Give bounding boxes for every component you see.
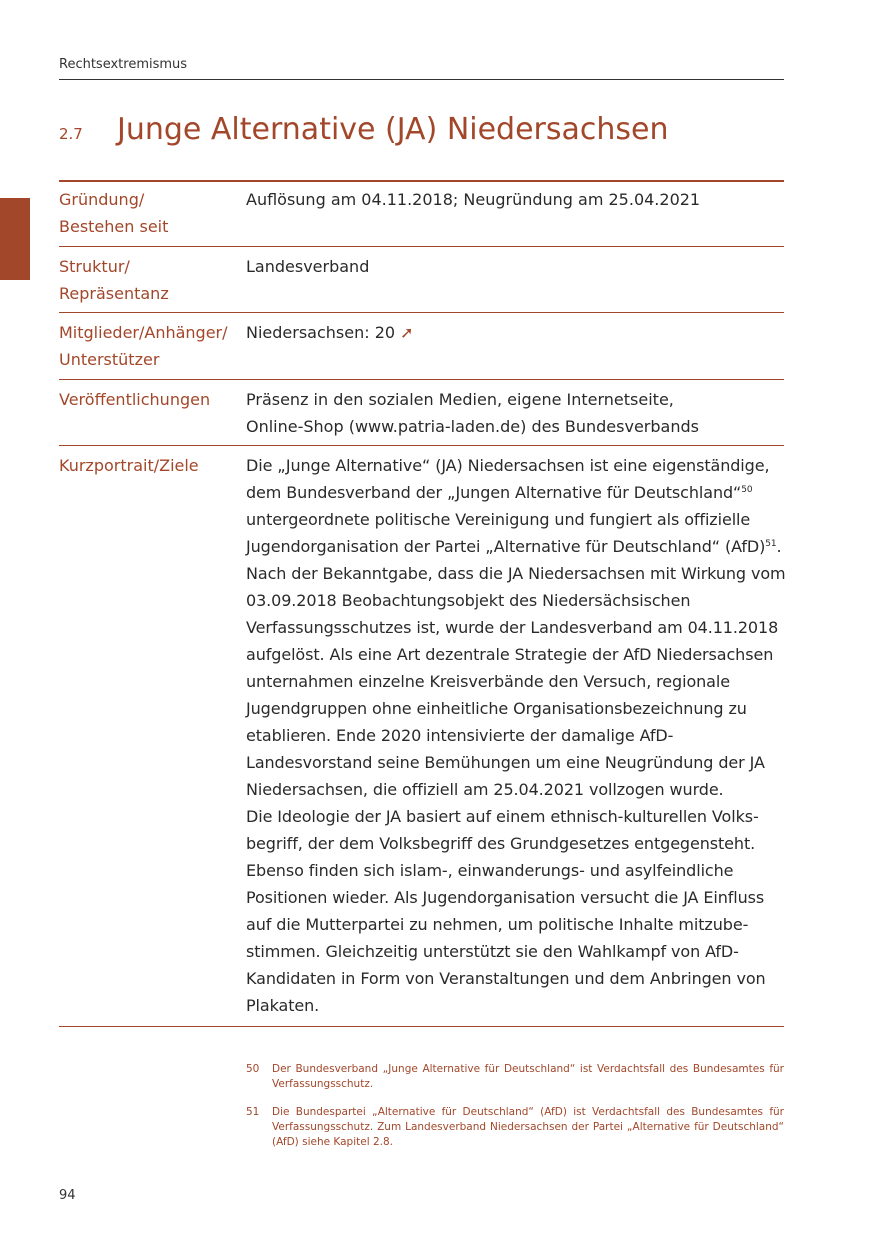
footnote-ref: 51 — [765, 539, 777, 549]
footnote-number: 50 — [246, 1063, 260, 1075]
row-value — [246, 452, 786, 1019]
footnote — [246, 1105, 784, 1150]
label-line: Bestehen seit — [59, 217, 169, 236]
table-row-gruendung — [59, 186, 784, 247]
table-row-mitglieder — [59, 319, 784, 380]
footnote-text: Der Bundesverband „Junge Alternative für Deutschland“ ist Verdachtsfall des Bundesamtes für Verfassungsschutz. — [272, 1063, 784, 1090]
paragraph-1 — [246, 452, 786, 803]
row-label — [59, 319, 244, 373]
footnote-text: Die Bundespartei „Alternative für Deutschland“ (AfD) ist Verdachtsfall des Bundesamtes für Verfassungsschutz. Zum Landesverband Niedersachsen der Partei „Alternative für Deutschland“ (AfD) siehe Kapitel 2.8. — [272, 1106, 784, 1148]
header-rule — [59, 79, 784, 80]
paragraph-2: Die Ideologie der JA basiert auf einem ethnisch-kulturellen Volksbegriff, der dem Volksbegriff des Grundgesetzes entgegensteht. Ebenso finden sich islam-, einwanderungs- und asylfeindliche Positionen wieder. Als Jugendorganisation versucht die JA Einfluss auf die Mutterpartei zu nehmen, um politische Inhalte mitzubestimmen. Gleichzeitig unterstützt sie den Wahlkampf von AfD-Kandidaten in Form von Veranstaltungen und dem Anbringen von Plakaten. — [246, 807, 766, 1015]
row-value — [246, 386, 786, 440]
footnote-ref: 50 — [741, 485, 753, 495]
trend-up-icon: ➚ — [400, 323, 414, 342]
label-line: Gründung/ — [59, 190, 145, 209]
footnote — [246, 1062, 784, 1092]
text-run: Die „Junge Alternative“ (JA) Niedersachsen ist eine eigenständige, dem Bundesverband der „Jungen Alternative für Deutschland“ — [246, 456, 770, 502]
row-label: Veröffentlichungen — [59, 390, 211, 409]
section-title: Junge Alternative (JA) Niedersachsen — [117, 112, 669, 147]
value-line: Online-Shop (www.patria-laden.de) des Bundesverbands — [246, 417, 699, 436]
section-heading — [59, 112, 669, 147]
page-number: 94 — [59, 1188, 76, 1203]
value-line: Präsenz in den sozialen Medien, eigene Internetseite, — [246, 390, 674, 409]
chapter-marker-tab — [0, 198, 30, 280]
row-value: Auflösung am 04.11.2018; Neugründung am 25.04.2021 — [246, 190, 701, 209]
label-line: Mitglieder/Anhänger/ — [59, 323, 228, 342]
row-label: Kurzportrait/Ziele — [59, 456, 199, 475]
row-value: Landesverband — [246, 257, 370, 276]
row-label — [59, 253, 244, 307]
label-line: Struktur/ — [59, 257, 130, 276]
table-row-kurzportrait — [59, 452, 784, 1027]
footnotes — [246, 1062, 784, 1163]
table-row-struktur — [59, 253, 784, 313]
row-label — [59, 186, 244, 240]
running-header: Rechtsextremismus — [59, 57, 188, 72]
text-run: untergeordnete politische Vereinigung und fungiert als offizielle Jugendorganisation der Partei „Alternative für Deutschland“ (AfD) — [246, 510, 766, 556]
footnote-number: 51 — [246, 1106, 260, 1118]
row-value — [246, 319, 786, 346]
label-line: Unterstützer — [59, 350, 160, 369]
table-top-rule — [59, 180, 784, 182]
text-run: . Nach der Bekanntgabe, dass die JA Niedersachsen mit Wirkung vom 03.09.2018 Beobachtungsobjekt des Niedersächsischen Verfassungsschutzes ist, wurde der Landesverband am 04.11.2018 aufgelöst. Als eine Art dezentrale Strategie der AfD Niedersachsen unternahmen einzelne Kreisverbände den Versuch, regionale Jugendgruppen ohne einheitliche Organisationsbezeichnung zu etablieren. Ende 2020 intensivierte der damalige AfD-Landesvorstand seine Bemühungen um eine Neugründung der JA Niedersachsen, die offiziell am 25.04.2021 vollzogen wurde. — [246, 537, 786, 799]
label-line: Repräsentanz — [59, 284, 169, 303]
table-row-veroeffentlichungen — [59, 386, 784, 446]
section-number: 2.7 — [59, 125, 83, 143]
member-count: Niedersachsen: 20 — [246, 323, 396, 342]
